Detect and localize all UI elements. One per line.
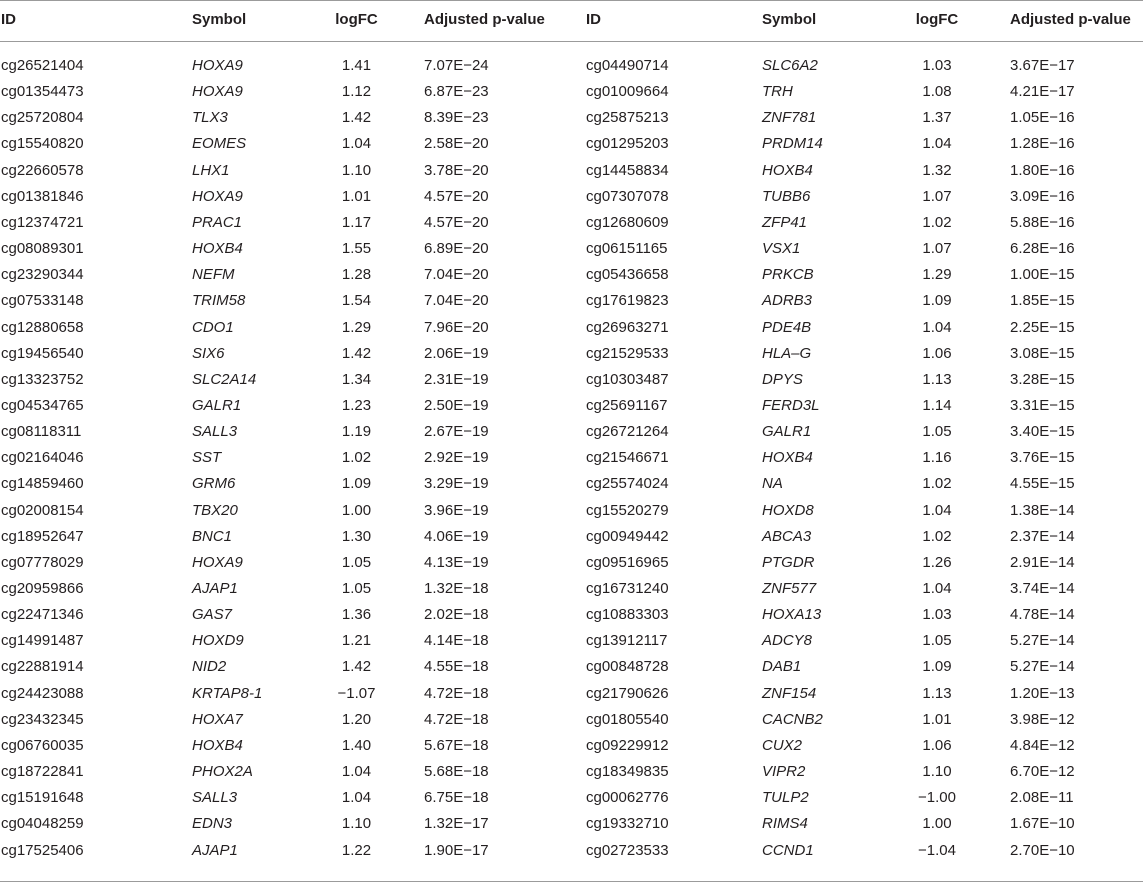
- cell-id-right: cg14458834: [586, 162, 669, 179]
- table-row: [0, 602, 1143, 628]
- cell-symbol-right: ZNF781: [762, 109, 817, 126]
- cell-pvalue-left: 7.07E−24: [424, 57, 489, 74]
- cell-logfc-right: 1.05: [922, 423, 952, 440]
- table-row: [0, 811, 1143, 837]
- cell-pvalue-right: 3.74E−14: [1010, 580, 1075, 597]
- cell-symbol-right: PRKCB: [762, 266, 814, 283]
- table-row: [0, 550, 1143, 576]
- table-row: [0, 628, 1143, 654]
- cell-logfc-left: 1.05: [341, 580, 372, 597]
- cell-pvalue-left: 2.06E−19: [424, 345, 489, 362]
- cell-pvalue-left: 5.67E−18: [424, 737, 489, 754]
- cell-pvalue-right: 5.27E−14: [1010, 632, 1075, 649]
- cell-pvalue-left: 4.72E−18: [424, 711, 489, 728]
- cell-pvalue-right: 3.31E−15: [1010, 397, 1075, 414]
- cell-logfc-left: 1.04: [341, 789, 372, 806]
- cell-symbol-left: LHX1: [192, 162, 230, 179]
- cell-symbol-right: DPYS: [762, 371, 803, 388]
- cell-id-right: cg25574024: [586, 475, 669, 492]
- cell-id-right: cg21790626: [586, 685, 669, 702]
- cell-id-right: cg19332710: [586, 815, 669, 832]
- header-rule: [0, 41, 1143, 42]
- cell-logfc-right: 1.04: [922, 135, 952, 152]
- cell-pvalue-right: 6.28E−16: [1010, 240, 1075, 257]
- cell-pvalue-left: 4.13E−19: [424, 554, 489, 571]
- table-row: [0, 576, 1143, 602]
- cell-pvalue-left: 2.67E−19: [424, 423, 489, 440]
- cell-symbol-right: HOXA13: [762, 606, 822, 623]
- cell-id-left: cg19456540: [1, 345, 84, 362]
- cell-pvalue-right: 5.88E−16: [1010, 214, 1075, 231]
- cell-logfc-right: 1.05: [922, 632, 952, 649]
- cell-symbol-right: CUX2: [762, 737, 803, 754]
- cell-pvalue-right: 3.08E−15: [1010, 345, 1075, 362]
- cell-logfc-left: 1.09: [341, 475, 372, 492]
- cell-symbol-left: PRAC1: [192, 214, 243, 231]
- cell-id-right: cg07307078: [586, 188, 669, 205]
- table-bottom-rule: [0, 881, 1143, 882]
- cell-symbol-right: HOXB4: [762, 449, 813, 466]
- cell-id-right: cg00949442: [586, 528, 669, 545]
- cell-pvalue-left: 2.02E−18: [424, 606, 489, 623]
- cell-logfc-left: 1.42: [341, 109, 372, 126]
- cell-symbol-right: FERD3L: [762, 397, 820, 414]
- cell-id-left: cg07533148: [1, 292, 84, 309]
- cell-symbol-right: NA: [762, 475, 783, 492]
- cell-pvalue-right: 4.21E−17: [1010, 83, 1075, 100]
- cell-logfc-left: 1.20: [341, 711, 372, 728]
- cell-pvalue-left: 1.32E−18: [424, 580, 489, 597]
- cell-pvalue-right: 4.78E−14: [1010, 606, 1075, 623]
- cell-pvalue-left: 1.90E−17: [424, 842, 489, 859]
- cell-id-right: cg12680609: [586, 214, 669, 231]
- cell-symbol-left: HOXD9: [192, 632, 244, 649]
- table-row: [0, 210, 1143, 236]
- cell-id-left: cg12374721: [1, 214, 84, 231]
- cell-logfc-right: 1.08: [922, 83, 952, 100]
- cell-pvalue-right: 2.08E−11: [1010, 789, 1074, 806]
- cell-pvalue-right: 1.28E−16: [1010, 135, 1075, 152]
- cell-logfc-right: 1.09: [922, 292, 952, 309]
- cell-symbol-right: ADRB3: [762, 292, 813, 309]
- cell-pvalue-left: 4.57E−20: [424, 214, 489, 231]
- cell-pvalue-left: 8.39E−23: [424, 109, 489, 126]
- cell-id-left: cg24423088: [1, 685, 84, 702]
- cell-pvalue-right: 1.85E−15: [1010, 292, 1075, 309]
- cell-symbol-right: SLC6A2: [762, 57, 818, 74]
- cell-symbol-right: ADCY8: [762, 632, 813, 649]
- cell-logfc-right: 1.02: [922, 475, 952, 492]
- cell-pvalue-left: 7.04E−20: [424, 292, 489, 309]
- table-row: [0, 158, 1143, 184]
- cell-id-left: cg22471346: [1, 606, 84, 623]
- cell-logfc-left: 1.34: [341, 371, 372, 388]
- table-row: [0, 262, 1143, 288]
- table-row: [0, 759, 1143, 785]
- cell-logfc-left: 1.10: [341, 815, 372, 832]
- table-row: [0, 733, 1143, 759]
- cell-id-right: cg01295203: [586, 135, 669, 152]
- cell-logfc-right: 1.16: [922, 449, 952, 466]
- cell-symbol-left: KRTAP8-1: [192, 685, 263, 702]
- cell-symbol-left: TLX3: [192, 109, 228, 126]
- cell-id-right: cg26721264: [586, 423, 669, 440]
- cell-symbol-right: GALR1: [762, 423, 812, 440]
- cell-pvalue-right: 6.70E−12: [1010, 763, 1075, 780]
- cell-logfc-right: 1.32: [922, 162, 952, 179]
- cell-id-left: cg12880658: [1, 319, 84, 336]
- cell-id-left: cg08089301: [1, 240, 84, 257]
- table-top-rule: [0, 0, 1143, 1]
- cell-pvalue-left: 2.58E−20: [424, 135, 489, 152]
- cell-id-left: cg15191648: [1, 789, 84, 806]
- cell-logfc-left: 1.19: [341, 423, 372, 440]
- cell-id-left: cg23290344: [1, 266, 84, 283]
- cell-pvalue-right: 2.25E−15: [1010, 319, 1075, 336]
- cell-symbol-left: GALR1: [192, 397, 242, 414]
- cell-pvalue-right: 1.80E−16: [1010, 162, 1075, 179]
- cell-symbol-right: TRH: [762, 83, 793, 100]
- cell-id-left: cg07778029: [1, 554, 84, 571]
- table-row: [0, 445, 1143, 471]
- cell-id-right: cg04490714: [586, 57, 669, 74]
- cell-id-right: cg09229912: [586, 737, 669, 754]
- table-row: [0, 131, 1143, 157]
- cell-symbol-right: HOXD8: [762, 502, 814, 519]
- cell-logfc-right: 1.06: [922, 345, 952, 362]
- cell-id-right: cg15520279: [586, 502, 669, 519]
- cell-id-left: cg22881914: [1, 658, 84, 675]
- cell-id-left: cg08118311: [1, 423, 82, 440]
- cell-id-right: cg26963271: [586, 319, 669, 336]
- cell-logfc-right: 1.00: [922, 815, 952, 832]
- cell-logfc-left: −1.07: [337, 685, 376, 702]
- cell-symbol-right: DAB1: [762, 658, 802, 675]
- cell-pvalue-right: 3.28E−15: [1010, 371, 1075, 388]
- table-row: [0, 393, 1143, 419]
- cell-id-right: cg18349835: [586, 763, 669, 780]
- cell-pvalue-left: 4.06E−19: [424, 528, 489, 545]
- cell-logfc-left: 1.54: [341, 292, 372, 309]
- cell-pvalue-left: 4.55E−18: [424, 658, 489, 675]
- cell-logfc-right: 1.26: [922, 554, 952, 571]
- cell-pvalue-right: 3.98E−12: [1010, 711, 1075, 728]
- cell-pvalue-right: 5.27E−14: [1010, 658, 1075, 675]
- cell-pvalue-left: 4.14E−18: [424, 632, 489, 649]
- cell-pvalue-right: 1.38E−14: [1010, 502, 1075, 519]
- cell-symbol-right: CACNB2: [762, 711, 823, 728]
- cell-symbol-right: HLA–G: [762, 345, 812, 362]
- cell-pvalue-left: 5.68E−18: [424, 763, 489, 780]
- cell-id-left: cg01381846: [1, 188, 84, 205]
- cell-symbol-left: CDO1: [192, 319, 234, 336]
- header-symbol-left: Symbol: [192, 11, 247, 28]
- cell-pvalue-right: 2.37E−14: [1010, 528, 1075, 545]
- cell-logfc-right: 1.02: [922, 528, 952, 545]
- cell-symbol-right: RIMS4: [762, 815, 808, 832]
- cell-id-left: cg23432345: [1, 711, 84, 728]
- cell-logfc-right: 1.04: [922, 580, 952, 597]
- cell-pvalue-right: 4.84E−12: [1010, 737, 1075, 754]
- header-logfc-left: logFC: [335, 11, 378, 28]
- cell-pvalue-right: 2.91E−14: [1010, 554, 1075, 571]
- table-row: [0, 288, 1143, 314]
- table-row: [0, 471, 1143, 497]
- table-row: [0, 236, 1143, 262]
- cell-id-left: cg02164046: [1, 449, 84, 466]
- table-row: [0, 341, 1143, 367]
- table-row: [0, 498, 1143, 524]
- cell-logfc-right: −1.04: [918, 842, 956, 859]
- cell-id-left: cg14859460: [1, 475, 84, 492]
- table-row: [0, 53, 1143, 79]
- cell-id-left: cg26521404: [1, 57, 84, 74]
- cell-id-left: cg17525406: [1, 842, 84, 859]
- cell-symbol-right: ZNF577: [762, 580, 817, 597]
- cell-pvalue-right: 3.67E−17: [1010, 57, 1075, 74]
- cell-pvalue-left: 7.96E−20: [424, 319, 489, 336]
- cell-symbol-left: EOMES: [192, 135, 247, 152]
- table-row: [0, 838, 1143, 864]
- cell-id-left: cg01354473: [1, 83, 84, 100]
- table-row: [0, 367, 1143, 393]
- cell-logfc-left: 1.29: [341, 319, 372, 336]
- cell-logfc-right: 1.37: [922, 109, 952, 126]
- cell-logfc-right: 1.04: [922, 502, 952, 519]
- cell-id-right: cg00848728: [586, 658, 669, 675]
- cell-pvalue-right: 3.40E−15: [1010, 423, 1075, 440]
- cell-logfc-left: 1.05: [341, 554, 372, 571]
- cell-id-right: cg06151165: [586, 240, 668, 257]
- cell-symbol-left: SLC2A14: [192, 371, 257, 388]
- cell-symbol-right: HOXB4: [762, 162, 813, 179]
- cell-pvalue-left: 2.50E−19: [424, 397, 489, 414]
- cell-logfc-left: 1.10: [341, 162, 372, 179]
- table-row: [0, 419, 1143, 445]
- table-row: [0, 707, 1143, 733]
- cell-logfc-left: 1.55: [341, 240, 372, 257]
- cell-logfc-left: 1.21: [341, 632, 372, 649]
- cell-pvalue-right: 4.55E−15: [1010, 475, 1075, 492]
- cell-id-right: cg13912117: [586, 632, 668, 649]
- cell-symbol-right: PTGDR: [762, 554, 815, 571]
- cell-logfc-right: 1.07: [922, 188, 952, 205]
- cell-symbol-left: SALL3: [192, 423, 238, 440]
- cell-logfc-left: 1.41: [341, 57, 372, 74]
- cell-symbol-left: HOXA9: [192, 57, 243, 74]
- cell-id-right: cg00062776: [586, 789, 669, 806]
- table-row: [0, 105, 1143, 131]
- cell-id-right: cg10883303: [586, 606, 669, 623]
- cell-symbol-left: HOXB4: [192, 240, 243, 257]
- cell-id-right: cg25875213: [586, 109, 669, 126]
- cell-pvalue-right: 2.70E−10: [1010, 842, 1075, 859]
- cell-logfc-right: −1.00: [918, 789, 956, 806]
- cell-id-left: cg06760035: [1, 737, 84, 754]
- cell-id-right: cg16731240: [586, 580, 669, 597]
- cell-pvalue-left: 6.87E−23: [424, 83, 489, 100]
- cell-symbol-left: NID2: [192, 658, 227, 675]
- cell-logfc-left: 1.00: [341, 502, 372, 519]
- cell-logfc-right: 1.03: [922, 606, 952, 623]
- cell-logfc-left: 1.30: [341, 528, 372, 545]
- cell-symbol-left: GAS7: [192, 606, 233, 623]
- cell-symbol-left: HOXA7: [192, 711, 243, 728]
- cell-pvalue-left: 4.57E−20: [424, 188, 489, 205]
- cell-id-left: cg18952647: [1, 528, 84, 545]
- cell-pvalue-right: 1.20E−13: [1010, 685, 1075, 702]
- cell-symbol-right: VIPR2: [762, 763, 806, 780]
- cell-id-right: cg25691167: [586, 397, 668, 414]
- cell-symbol-left: SIX6: [192, 345, 225, 362]
- table-row: [0, 654, 1143, 680]
- cell-id-left: cg13323752: [1, 371, 84, 388]
- cell-id-left: cg22660578: [1, 162, 84, 179]
- cell-symbol-right: TUBB6: [762, 188, 811, 205]
- cell-id-left: cg04048259: [1, 815, 84, 832]
- header-row: [0, 7, 1143, 33]
- header-pvalue-right: Adjusted p-value: [1010, 11, 1131, 28]
- cell-logfc-right: 1.06: [922, 737, 952, 754]
- cell-symbol-left: SALL3: [192, 789, 238, 806]
- cell-logfc-right: 1.04: [922, 319, 952, 336]
- cell-symbol-right: ZNF154: [762, 685, 817, 702]
- cell-logfc-left: 1.36: [341, 606, 372, 623]
- cell-logfc-left: 1.42: [341, 345, 372, 362]
- cell-pvalue-left: 4.72E−18: [424, 685, 489, 702]
- cell-logfc-left: 1.42: [341, 658, 372, 675]
- cell-pvalue-left: 6.75E−18: [424, 789, 489, 806]
- cell-pvalue-left: 7.04E−20: [424, 266, 489, 283]
- cell-symbol-left: AJAP1: [192, 842, 238, 859]
- cell-logfc-right: 1.09: [922, 658, 952, 675]
- cell-id-left: cg20959866: [1, 580, 84, 597]
- cell-logfc-right: 1.03: [922, 57, 952, 74]
- cell-id-left: cg15540820: [1, 135, 84, 152]
- table-row: [0, 79, 1143, 105]
- cell-symbol-left: GRM6: [192, 475, 236, 492]
- cell-logfc-left: 1.22: [341, 842, 372, 859]
- cell-pvalue-left: 3.96E−19: [424, 502, 489, 519]
- cell-logfc-left: 1.12: [341, 83, 372, 100]
- cell-symbol-left: HOXA9: [192, 554, 243, 571]
- cell-pvalue-right: 1.67E−10: [1010, 815, 1075, 832]
- cell-pvalue-left: 3.29E−19: [424, 475, 489, 492]
- table-row: [0, 184, 1143, 210]
- cell-logfc-left: 1.04: [341, 135, 372, 152]
- header-id-right: ID: [586, 11, 601, 28]
- cell-logfc-right: 1.01: [922, 711, 952, 728]
- cell-id-left: cg04534765: [1, 397, 84, 414]
- table-row: [0, 315, 1143, 341]
- cell-id-right: cg02723533: [586, 842, 669, 859]
- cell-logfc-right: 1.07: [922, 240, 952, 257]
- cell-symbol-left: TBX20: [192, 502, 238, 519]
- cell-id-right: cg21529533: [586, 345, 669, 362]
- cell-logfc-left: 1.23: [341, 397, 372, 414]
- cell-id-right: cg21546671: [586, 449, 669, 466]
- cell-symbol-left: BNC1: [192, 528, 233, 545]
- cell-id-right: cg09516965: [586, 554, 669, 571]
- cell-pvalue-left: 3.78E−20: [424, 162, 489, 179]
- cell-logfc-left: 1.01: [341, 188, 372, 205]
- cell-logfc-left: 1.28: [341, 266, 372, 283]
- cell-symbol-right: TULP2: [762, 789, 809, 806]
- cell-symbol-left: HOXB4: [192, 737, 243, 754]
- cell-logfc-right: 1.02: [922, 214, 952, 231]
- cell-logfc-right: 1.10: [922, 763, 952, 780]
- cell-symbol-left: EDN3: [192, 815, 233, 832]
- cell-logfc-left: 1.17: [341, 214, 372, 231]
- cell-pvalue-left: 6.89E−20: [424, 240, 489, 257]
- cell-symbol-left: HOXA9: [192, 188, 243, 205]
- cell-symbol-left: NEFM: [192, 266, 235, 283]
- table-row: [0, 524, 1143, 550]
- cell-pvalue-left: 2.31E−19: [424, 371, 489, 388]
- cell-logfc-right: 1.14: [922, 397, 952, 414]
- cell-logfc-right: 1.13: [922, 685, 952, 702]
- cell-id-left: cg14991487: [1, 632, 84, 649]
- cell-id-right: cg01009664: [586, 83, 669, 100]
- cell-pvalue-left: 1.32E−17: [424, 815, 489, 832]
- cell-pvalue-right: 1.05E−16: [1010, 109, 1075, 126]
- cell-symbol-left: PHOX2A: [192, 763, 253, 780]
- cell-id-left: cg25720804: [1, 109, 84, 126]
- cell-pvalue-left: 2.92E−19: [424, 449, 489, 466]
- cell-symbol-left: SST: [192, 449, 222, 466]
- cell-symbol-left: TRIM58: [192, 292, 246, 309]
- header-id-left: ID: [1, 11, 16, 28]
- cell-symbol-left: AJAP1: [192, 580, 238, 597]
- header-symbol-right: Symbol: [762, 11, 817, 28]
- table-row: [0, 785, 1143, 811]
- cell-pvalue-right: 3.09E−16: [1010, 188, 1075, 205]
- cell-symbol-right: CCND1: [762, 842, 814, 859]
- cell-logfc-left: 1.04: [341, 763, 372, 780]
- cell-logfc-right: 1.29: [922, 266, 952, 283]
- cell-logfc-left: 1.40: [341, 737, 372, 754]
- cell-symbol-left: HOXA9: [192, 83, 243, 100]
- cell-id-right: cg10303487: [586, 371, 669, 388]
- table-row: [0, 681, 1143, 707]
- cell-logfc-right: 1.13: [922, 371, 952, 388]
- cell-id-left: cg02008154: [1, 502, 84, 519]
- cell-id-right: cg17619823: [586, 292, 669, 309]
- cell-symbol-right: PRDM14: [762, 135, 823, 152]
- cell-pvalue-right: 1.00E−15: [1010, 266, 1075, 283]
- header-logfc-right: logFC: [915, 11, 959, 28]
- cell-pvalue-right: 3.76E−15: [1010, 449, 1075, 466]
- cell-symbol-right: ABCA3: [762, 528, 812, 545]
- cell-id-left: cg18722841: [1, 763, 84, 780]
- cell-symbol-right: ZFP41: [762, 214, 808, 231]
- cell-symbol-right: PDE4B: [762, 319, 812, 336]
- cell-symbol-right: VSX1: [762, 240, 801, 257]
- cell-id-right: cg05436658: [586, 266, 669, 283]
- header-pvalue-left: Adjusted p-value: [424, 11, 545, 28]
- cell-id-right: cg01805540: [586, 711, 669, 728]
- cell-logfc-left: 1.02: [341, 449, 372, 466]
